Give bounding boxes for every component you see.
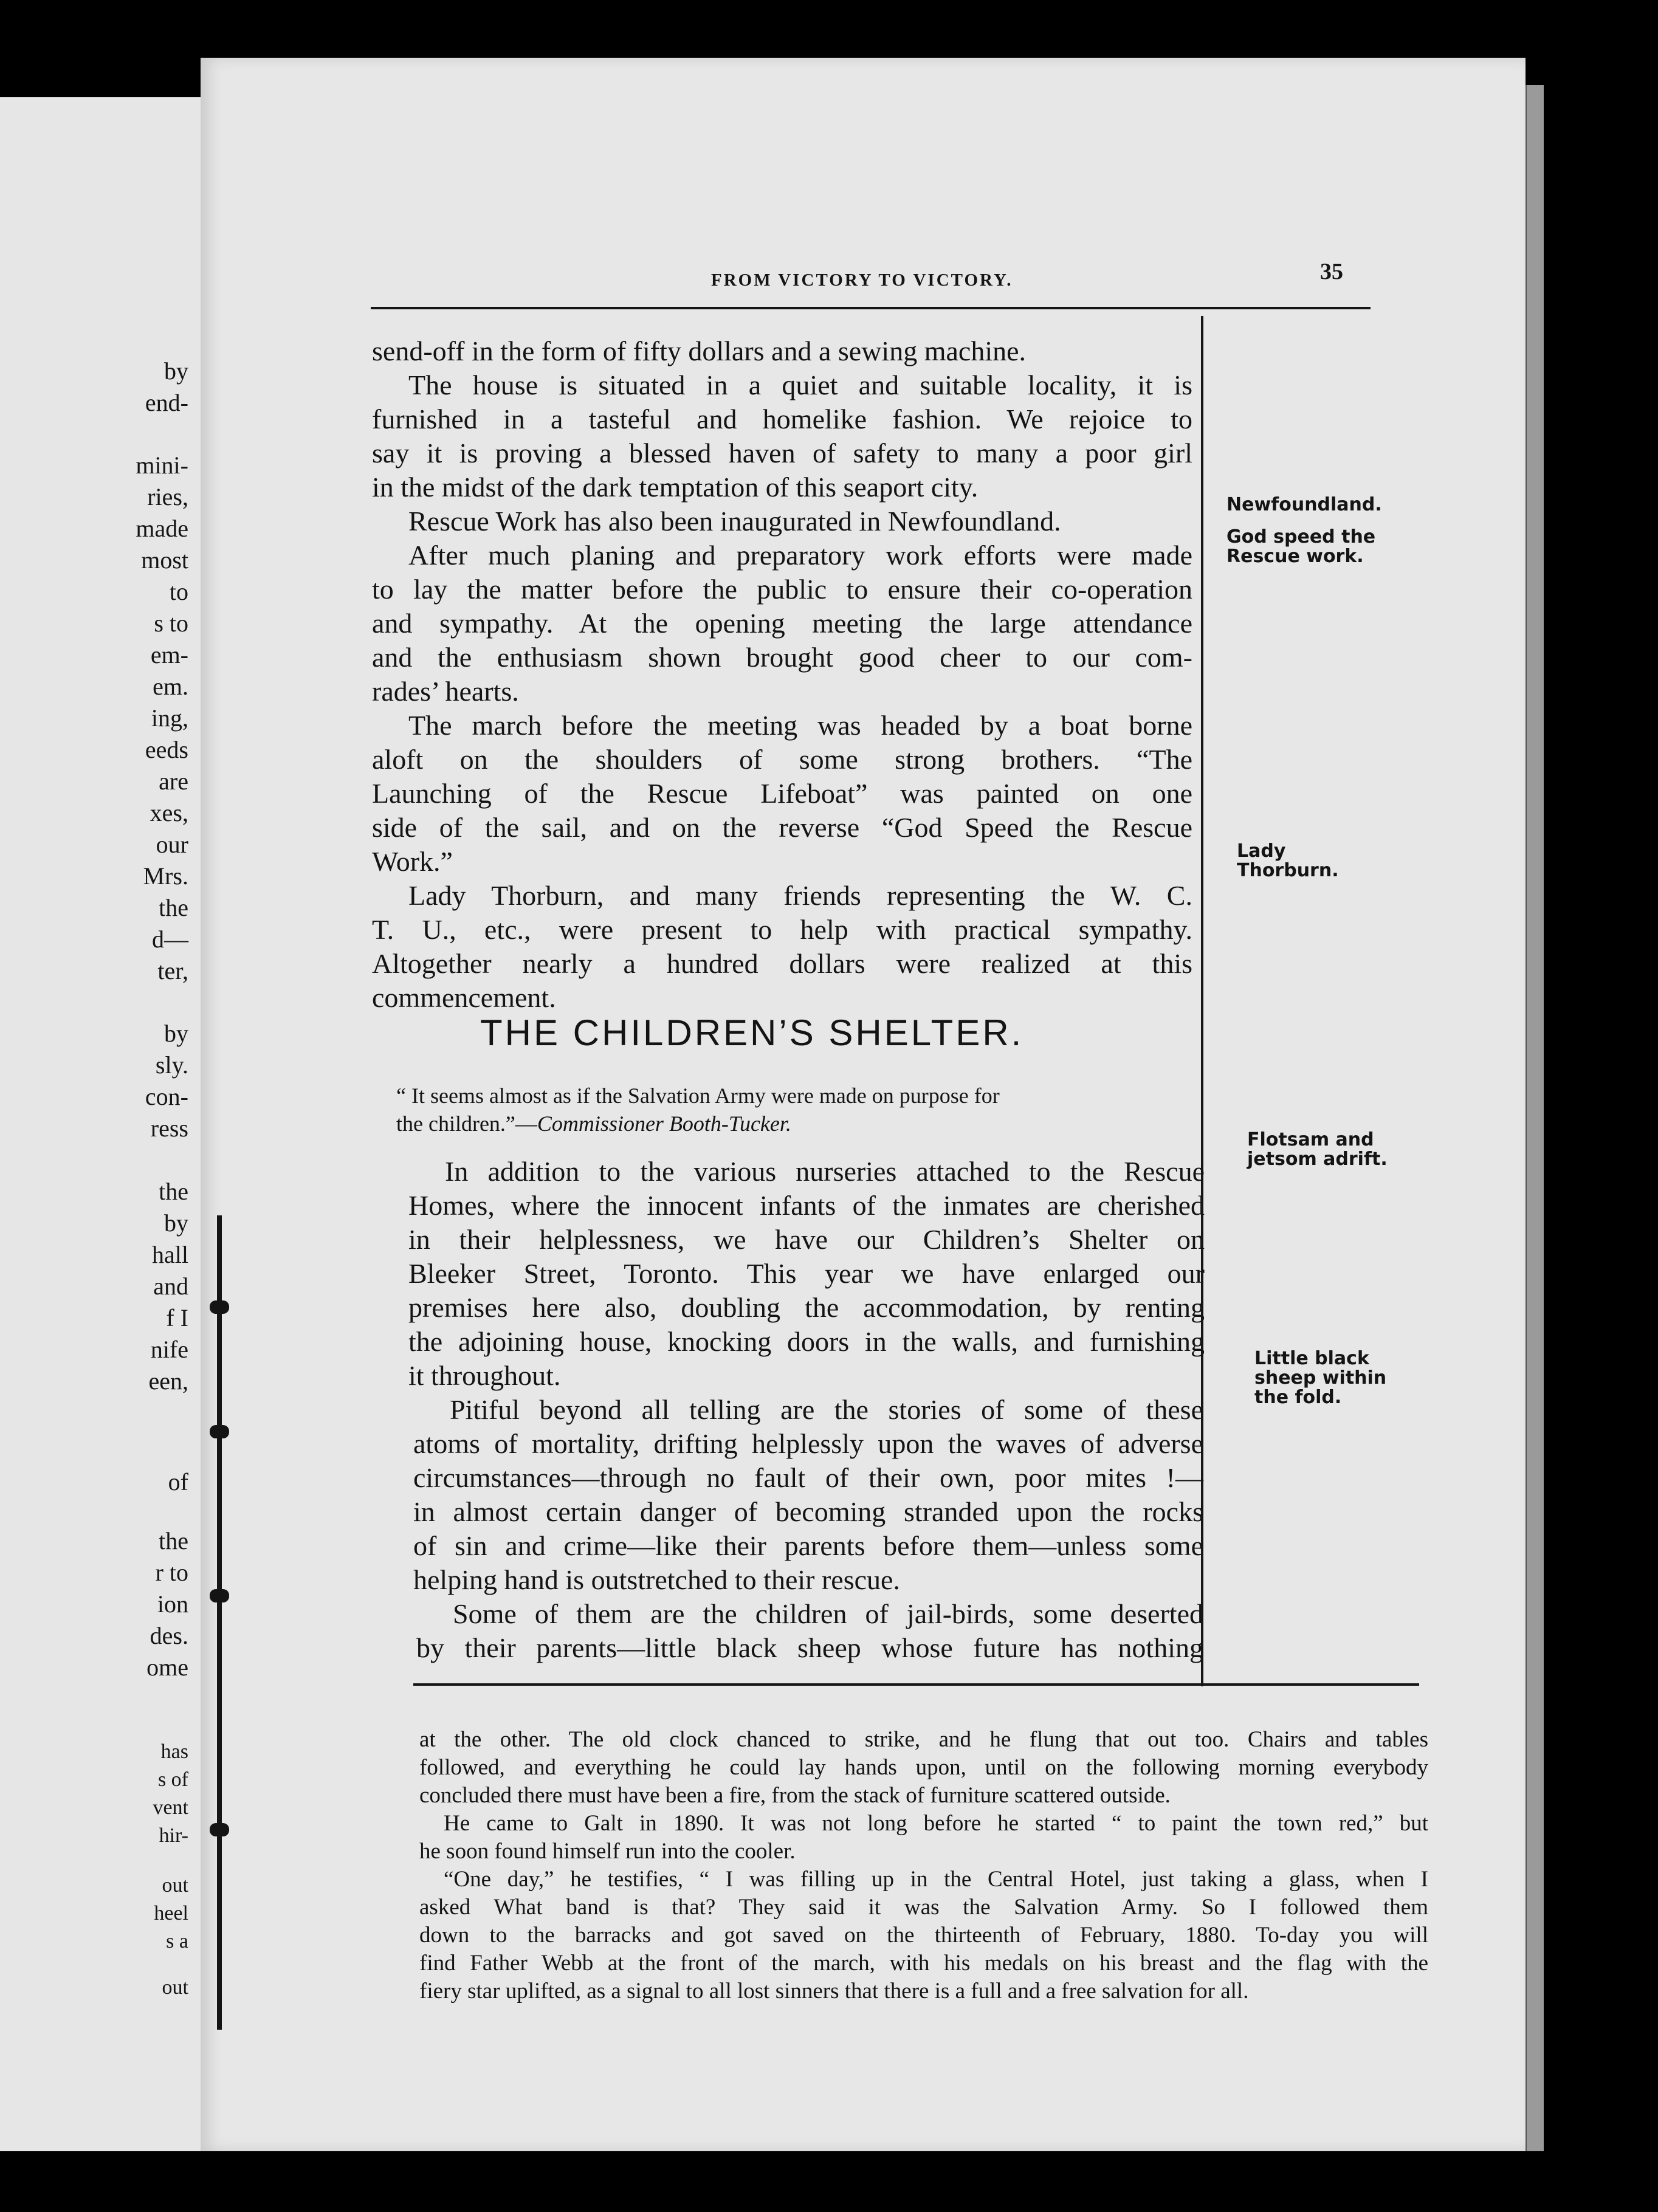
page-edge	[1526, 85, 1544, 2151]
text-line: atoms of mortality, drifting helplessly upon the waves of adverse	[413, 1428, 1203, 1459]
margin-note-flotsam: Flotsam and jetsom adrift.	[1247, 1129, 1388, 1170]
text-line: the adjoining house, knocking doors in the walls, and furnishing	[408, 1326, 1205, 1357]
text-line: Work.”	[372, 846, 453, 877]
margin-note-little-black-sheep: Little black sheep within the fold.	[1254, 1348, 1387, 1408]
left-page-fragment: em.	[153, 673, 188, 700]
left-page-fragment: s to	[154, 610, 188, 637]
left-page-fragment: to	[169, 578, 188, 605]
footnote-line: He came to Galt in 1890. It was not long before he started “ to paint the town red,” but	[444, 1811, 1428, 1836]
left-page-fragment: are	[159, 768, 188, 795]
footnote-line: down to the barracks and got saved on the thirteenth of February, 1880. To-day you will	[419, 1923, 1428, 1948]
left-page-fragment: the	[159, 1527, 188, 1554]
text-line: side of the sail, and on the reverse “God Speed the Rescue	[372, 812, 1192, 843]
text-line: Lady Thorburn, and many friends representing the W. C.	[408, 880, 1192, 911]
left-page-fragment: hall	[152, 1241, 188, 1268]
text-line: commencement.	[372, 982, 556, 1013]
left-page-fragment: ter,	[157, 957, 188, 984]
text-line: helping hand is outstretched to their rescue.	[413, 1564, 900, 1595]
text-line: to lay the matter before the public to ensure their co-operation	[372, 574, 1192, 605]
text-line: premises here also, doubling the accommodation, by renting	[408, 1292, 1205, 1323]
text-line: Bleeker Street, Toronto. This year we have enlarged our	[408, 1258, 1205, 1289]
footnote-rule	[413, 1683, 1419, 1686]
left-page-fragment: has	[160, 1740, 188, 1763]
left-page-fragment: sly.	[155, 1051, 188, 1079]
text-line: aloft on the shoulders of some strong brothers. “The	[372, 744, 1192, 775]
page-number: 35	[1320, 259, 1343, 284]
left-page-fragment: the	[159, 894, 188, 921]
margin-note-lady-thorburn: Lady Thorburn.	[1237, 840, 1339, 881]
epigraph-author: Commissioner Booth-Tucker.	[537, 1111, 791, 1136]
footnote-line: find Father Webb at the front of the march, with his medals on his breast and the flag with the	[419, 1951, 1428, 1976]
left-page-fragment: ing,	[151, 704, 188, 732]
text-line: After much planing and preparatory work efforts were made	[408, 540, 1192, 571]
footnote-line: “One day,” he testifies, “ I was filling up in the Central Hotel, just taking a glass, when I	[444, 1867, 1428, 1892]
text-line: Rescue Work has also been inaugurated in Newfoundland.	[408, 506, 1061, 537]
text-line: Launching of the Rescue Lifeboat” was painted on one	[372, 778, 1192, 809]
left-page-fragment: ion	[157, 1590, 188, 1618]
footnote-line: concluded there must have been a fire, from the stack of furniture scattered outside.	[419, 1783, 1171, 1808]
section-heading: THE CHILDREN’S SHELTER.	[480, 1012, 1024, 1053]
left-page-fragment: r to	[155, 1559, 188, 1586]
text-line: Pitiful beyond all telling are the stories of some of these	[450, 1394, 1203, 1425]
binding-cord	[210, 1215, 228, 2030]
left-page-fragment: em-	[150, 641, 188, 668]
left-page-fragment: heel	[154, 1902, 188, 1925]
running-head: FROM VICTORY TO VICTORY.	[711, 270, 1013, 290]
epigraph-attribution	[396, 1110, 791, 1138]
left-page-fragment: ress	[150, 1115, 188, 1142]
left-page-fragment: een,	[148, 1367, 188, 1395]
left-page-fragment: nife	[150, 1336, 188, 1363]
footnote-line: at the other. The old clock chanced to strike, and he flung that out too. Chairs and tables	[419, 1727, 1428, 1752]
text-line: rades’ hearts.	[372, 676, 519, 707]
footnote-line: asked What band is that? They said it was the Salvation Army. So I followed them	[419, 1895, 1428, 1920]
text-line: Altogether nearly a hundred dollars were realized at this	[372, 948, 1192, 979]
text-line: say it is proving a blessed haven of safety to many a poor girl	[372, 438, 1192, 469]
text-line: and the enthusiasm shown brought good cheer to our com-	[372, 642, 1192, 673]
left-page-fragment: f I	[166, 1304, 188, 1331]
epigraph-text: the children.”—	[396, 1111, 537, 1136]
left-page-fragment: xes,	[150, 799, 188, 826]
text-line: Homes, where the innocent infants of the inmates are cherished	[408, 1190, 1205, 1221]
header-rule	[371, 307, 1371, 309]
text-line: of sin and crime—like their parents before them—unless some	[413, 1530, 1203, 1561]
left-page-fragment: d—	[152, 926, 188, 953]
left-page-fragment: by	[164, 1209, 188, 1237]
left-page-fragment: vent	[153, 1796, 188, 1819]
left-page-fragment: hir-	[159, 1824, 188, 1847]
footnote-line: followed, and everything he could lay hands upon, until on the following morning everybody	[419, 1755, 1428, 1780]
left-page-fragment: out	[162, 1976, 188, 1999]
text-line: in their helplessness, we have our Children’s Shelter on	[408, 1224, 1205, 1255]
left-page-fragment: of	[168, 1468, 188, 1496]
text-line: furnished in a tasteful and homelike fashion. We rejoice to	[372, 404, 1192, 434]
text-line: The house is situated in a quiet and suitable locality, it is	[408, 369, 1192, 400]
text-line: in the midst of the dark temptation of this seaport city.	[372, 472, 979, 503]
epigraph-line: “ It seems almost as if the Salvation Army were made on purpose for	[396, 1084, 1000, 1108]
left-page-fragment: by	[164, 1020, 188, 1047]
text-line: by their parents—little black sheep whose future has nothing	[416, 1632, 1203, 1663]
text-line: and sympathy. At the opening meeting the large attendance	[372, 608, 1192, 639]
text-line: circumstances—through no fault of their own, poor mites !—	[413, 1462, 1203, 1493]
text-line: T. U., etc., were present to help with practical sympathy.	[372, 914, 1192, 945]
margin-note-god-speed: God speed the Rescue work.	[1226, 526, 1376, 567]
left-page-fragment: made	[136, 515, 188, 542]
margin-note-newfoundland: Newfoundland.	[1226, 494, 1382, 515]
footnote-line: fiery star uplifted, as a signal to all lost sinners that there is a full and a free salvation for all.	[419, 1979, 1249, 2004]
left-page-fragment: ries,	[147, 483, 188, 510]
left-page-fragment: ome	[146, 1654, 188, 1681]
left-page-fragment: s of	[157, 1768, 188, 1791]
text-line: Some of them are the children of jail-birds, some deserted	[453, 1598, 1203, 1629]
left-page-fragment: eeds	[145, 736, 188, 763]
left-page-fragment: out	[162, 1874, 188, 1897]
left-page-fragment: s a	[166, 1930, 188, 1953]
text-line: it throughout.	[408, 1360, 561, 1391]
left-page-fragment: our	[156, 831, 188, 858]
left-page-fragment: most	[141, 546, 188, 574]
text-line: send-off in the form of fifty dollars and a sewing machine.	[372, 335, 1027, 366]
left-page-fragment: the	[159, 1178, 188, 1205]
text-line: in almost certain danger of becoming stranded upon the rocks	[413, 1496, 1203, 1527]
left-page-fragment: mini-	[136, 452, 188, 479]
left-page-fragment: Mrs.	[143, 862, 188, 890]
text-line: The march before the meeting was headed by a boat borne	[408, 710, 1192, 741]
left-page-fragment: by	[164, 357, 188, 385]
left-page-fragment: and	[153, 1273, 188, 1300]
left-page-fragment: end-	[145, 389, 188, 416]
text-line: In addition to the various nurseries attached to the Rescue	[445, 1156, 1205, 1187]
left-page-fragment: des.	[150, 1622, 188, 1649]
footnote-line: he soon found himself run into the cooler.	[419, 1839, 796, 1864]
left-page-fragment: con-	[145, 1083, 188, 1110]
